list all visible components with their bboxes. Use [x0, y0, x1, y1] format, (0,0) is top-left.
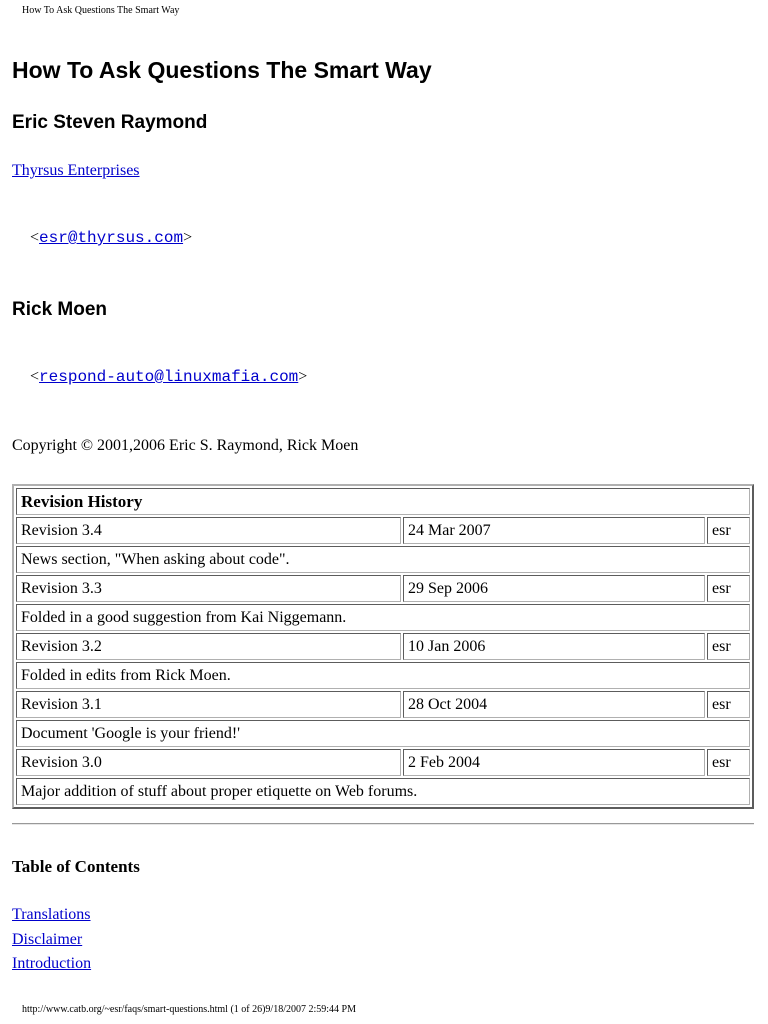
- revision-author: esr: [707, 517, 750, 544]
- revision-date: 28 Oct 2004: [403, 691, 705, 718]
- revision-history-header-row: [16, 488, 750, 515]
- revision-date: 24 Mar 2007: [403, 517, 705, 544]
- horizontal-rule: [12, 823, 754, 825]
- toc-heading: Table of Contents: [12, 857, 140, 876]
- author-email-secondary: <respond-auto@linuxmafia.com>: [30, 368, 308, 386]
- email-link-secondary[interactable]: respond-auto@linuxmafia.com: [39, 368, 299, 386]
- revision-row: [16, 633, 750, 660]
- revision-note: Folded in edits from Rick Moen.: [16, 662, 750, 689]
- revision-date: 2 Feb 2004: [403, 749, 705, 776]
- revision-number: Revision 3.2: [16, 633, 401, 660]
- revision-author: esr: [707, 575, 750, 602]
- revision-note-row: [16, 662, 750, 689]
- revision-note: News section, "When asking about code".: [16, 546, 750, 573]
- toc-link-translations[interactable]: Translations: [12, 906, 91, 923]
- revision-row: [16, 517, 750, 544]
- revision-number: Revision 3.4: [16, 517, 401, 544]
- revision-author: esr: [707, 749, 750, 776]
- toc-item: [12, 905, 91, 930]
- revision-number: Revision 3.3: [16, 575, 401, 602]
- revision-note-row: [16, 778, 750, 805]
- revision-date: 29 Sep 2006: [403, 575, 705, 602]
- revision-author: esr: [707, 691, 750, 718]
- affiliation-link[interactable]: Thyrsus Enterprises: [12, 162, 140, 179]
- page-title: How To Ask Questions The Smart Way: [12, 57, 432, 83]
- author-name-primary: Eric Steven Raymond: [12, 112, 208, 133]
- revision-note: Folded in a good suggestion from Kai Niggemann.: [16, 604, 750, 631]
- revision-note-row: [16, 546, 750, 573]
- copyright-notice: Copyright © 2001,2006 Eric S. Raymond, Rick Moen: [12, 437, 359, 454]
- revision-row: [16, 575, 750, 602]
- table-of-contents: [12, 905, 91, 979]
- toc-item: [12, 930, 91, 955]
- revision-row: [16, 691, 750, 718]
- affiliation: [12, 162, 140, 180]
- revision-row: [16, 749, 750, 776]
- revision-history-table: [12, 484, 754, 809]
- running-header: How To Ask Questions The Smart Way: [22, 5, 180, 16]
- revision-author: esr: [707, 633, 750, 660]
- revision-date: 10 Jan 2006: [403, 633, 705, 660]
- revision-note-row: [16, 604, 750, 631]
- toc-item: [12, 954, 91, 979]
- revision-number: Revision 3.0: [16, 749, 401, 776]
- revision-note: Document 'Google is your friend!': [16, 720, 750, 747]
- toc-link-disclaimer[interactable]: Disclaimer: [12, 930, 83, 948]
- revision-number: Revision 3.1: [16, 691, 401, 718]
- email-link-primary[interactable]: esr@thyrsus.com: [39, 229, 184, 247]
- revision-note: Major addition of stuff about proper etiquette on Web forums.: [16, 778, 750, 805]
- toc-link-introduction[interactable]: Introduction: [12, 955, 92, 972]
- revision-history-heading: Revision History: [16, 488, 750, 515]
- author-name-secondary: Rick Moen: [12, 299, 108, 320]
- revision-note-row: [16, 720, 750, 747]
- author-email-primary: <esr@thyrsus.com>: [30, 229, 193, 247]
- footer-url: http://www.catb.org/~esr/faqs/smart-questions.html (1 of 26)9/18/2007 2:59:44 PM: [22, 1004, 356, 1015]
